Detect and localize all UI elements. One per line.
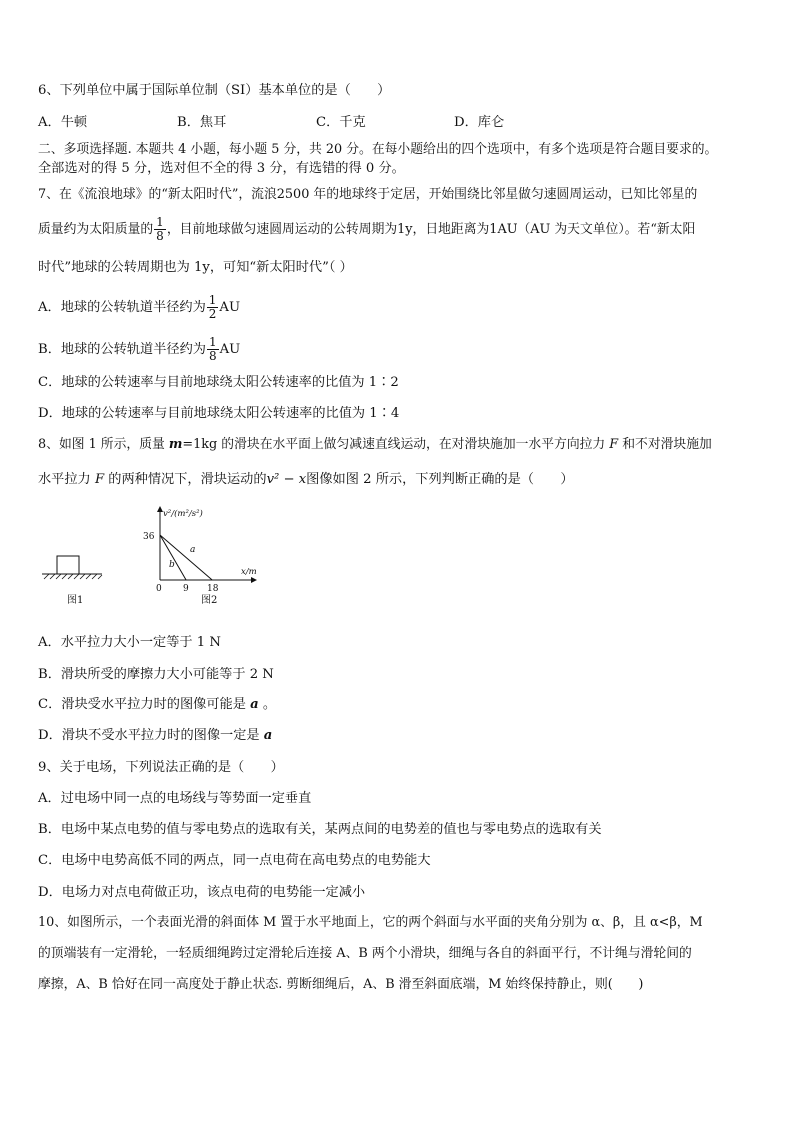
q7-fraction-num: 1 xyxy=(156,215,164,229)
q7-stem-line2 xyxy=(38,216,695,243)
q7-option-a-text: A．地球的公转轨道半径约为 xyxy=(38,300,206,315)
q7-stem-line1: 7、在《流浪地球》的“新太阳时代”，流浪2500 年的地球终于定居，开始围绕比邻星做匀速圆周运动，已知比邻星的 xyxy=(38,187,698,202)
q8-mass-symbol: m xyxy=(168,437,183,452)
q9-option-c: C．电场中电势高低不同的两点，同一点电荷在高电势点的电势能大 xyxy=(38,853,431,868)
q7-option-a xyxy=(38,294,240,321)
q6-option-b: B．焦耳 xyxy=(177,115,227,130)
fig2-line-b xyxy=(160,535,186,580)
fig2-graph xyxy=(143,506,257,606)
q7-option-a-unit: AU xyxy=(219,300,241,315)
fig2-x-axis-label: x/m xyxy=(241,567,257,577)
q8-option-c-var: a xyxy=(250,697,259,712)
q7-option-b xyxy=(38,336,240,363)
q7-option-b-text: B．地球的公转轨道半径约为 xyxy=(38,342,206,357)
q7-option-a-den: 2 xyxy=(208,307,217,321)
fig2-caption: 图2 xyxy=(201,595,218,606)
fig1-ground-hatch xyxy=(44,574,102,579)
fig1-block xyxy=(57,556,79,574)
q8-stem-line1 xyxy=(38,436,712,454)
q8-option-c-end: 。 xyxy=(258,697,277,712)
q7-option-b-num: 1 xyxy=(208,335,217,349)
q8-text-1: 8、如图 1 所示，质量 xyxy=(38,437,169,452)
q7-option-b-fraction xyxy=(207,336,219,363)
fig1-block-on-ground xyxy=(42,556,102,606)
fig2-y-tick-36: 36 xyxy=(143,532,155,542)
q8-text-3: 和不对滑块施加 xyxy=(618,437,712,452)
q8-option-d xyxy=(38,727,272,745)
section2-instructions-line1: 二、多项选择题. 本题共 4 小题，每小题 5 分，共 20 分。在每小题给出的四个选项中，有多个选项是符合题目要求的。 xyxy=(38,142,718,157)
q6-option-d: D．库仑 xyxy=(454,115,505,130)
q8-text-2: =1kg 的滑块在水平面上做匀减速直线运动，在对滑块施加一水平方向拉力 xyxy=(182,437,610,452)
q8-figures xyxy=(0,505,794,615)
q9-option-a: A．过电场中同一点的电场线与等势面一定垂直 xyxy=(38,791,312,806)
section2-instructions-line2: 全部选对的得 5 分，选对但不全的得 3 分，有选错的得 0 分。 xyxy=(38,161,405,176)
fig2-x-tick-9: 9 xyxy=(183,584,189,594)
fig1-caption: 图1 xyxy=(67,595,84,606)
fig2-origin-label: 0 xyxy=(156,584,162,594)
q7-option-b-den: 8 xyxy=(208,349,217,363)
fig2-line-b-label: b xyxy=(169,560,175,570)
q8-stem-line2 xyxy=(38,471,574,489)
q7-option-c: C．地球的公转速率与目前地球绕太阳公转速率的比值为 1∶2 xyxy=(38,375,399,390)
q8-text-5: 的两种情况下，滑块运动的 xyxy=(104,472,267,487)
q7-fraction-den: 8 xyxy=(156,229,164,243)
q7-fraction xyxy=(154,216,166,243)
fig2-x-arrow xyxy=(251,577,257,583)
q8-option-a: A．水平拉力大小一定等于 1 N xyxy=(38,635,221,650)
q6-stem: 6、下列单位中属于国际单位制（SI）基本单位的是（ ） xyxy=(38,83,391,98)
q7-option-a-fraction xyxy=(207,294,219,321)
q8-option-b: B．滑块所受的摩擦力大小可能等于 2 N xyxy=(38,667,274,682)
q10-stem-line2: 的顶端装有一定滑轮，一轻质细绳跨过定滑轮后连接 A、B 两个小滑块，细绳与各自的斜面平行，不计绳与滑轮间的 xyxy=(38,946,692,961)
q8-text-4: 水平拉力 xyxy=(38,472,95,487)
q7-line2-prefix: 质量约为太阳质量的 xyxy=(38,222,154,237)
q9-option-d: D．电场力对点电荷做正功，该点电荷的电势能一定减小 xyxy=(38,885,366,900)
q8-text-6: 图像如图 2 所示，下列判断正确的是（ ） xyxy=(306,472,574,487)
q7-option-a-num: 1 xyxy=(208,293,217,307)
q9-stem: 9、关于电场，下列说法正确的是（ ） xyxy=(38,760,284,775)
q7-stem-line3: 时代”地球的公转周期也为 1y，可知“新太阳时代”（ ） xyxy=(38,260,353,275)
fig2-line-a xyxy=(160,535,212,580)
fig2-x-tick-18: 18 xyxy=(207,584,219,594)
q7-line2-suffix: ，目前地球做匀速圆周运动的公转周期为1y，日地距离为1AU（AU 为天文单位）。若“新太阳 xyxy=(166,222,696,237)
q8-option-c xyxy=(38,696,276,714)
q8-force-symbol-2: F xyxy=(94,472,105,487)
q6-option-c: C．千克 xyxy=(316,115,366,130)
q6-option-a: A．牛顿 xyxy=(38,115,88,130)
q7-option-d: D．地球的公转速率与目前地球绕太阳公转速率的比值为 1∶4 xyxy=(38,406,400,421)
q7-option-b-unit: AU xyxy=(219,342,241,357)
q10-stem-line1: 10、如图所示，一个表面光滑的斜面体 M 置于水平地面上，它的两个斜面与水平面的夹角分别为 α、β，且 α<β，M xyxy=(38,915,703,930)
fig2-y-axis-label: v²/(m²/s²) xyxy=(163,509,203,519)
q8-option-d-var: a xyxy=(263,728,273,743)
q8-option-d-text: D．滑块不受水平拉力时的图像一定是 xyxy=(38,728,264,743)
q8-option-c-text: C．滑块受水平拉力时的图像可能是 xyxy=(38,697,251,712)
q9-option-b: B．电场中某点电势的值与零电势点的选取有关，某两点间的电势差的值也与零电势点的选取有关 xyxy=(38,822,602,837)
q8-force-symbol: F xyxy=(609,437,619,452)
fig2-line-a-label: a xyxy=(190,545,196,555)
q8-v2x-expression: v² − x xyxy=(266,472,307,487)
q10-stem-line3: 摩擦，A、B 恰好在同一高度处于静止状态. 剪断细绳后，A、B 滑至斜面底端，M 始终保持静止，则( ) xyxy=(38,977,644,992)
